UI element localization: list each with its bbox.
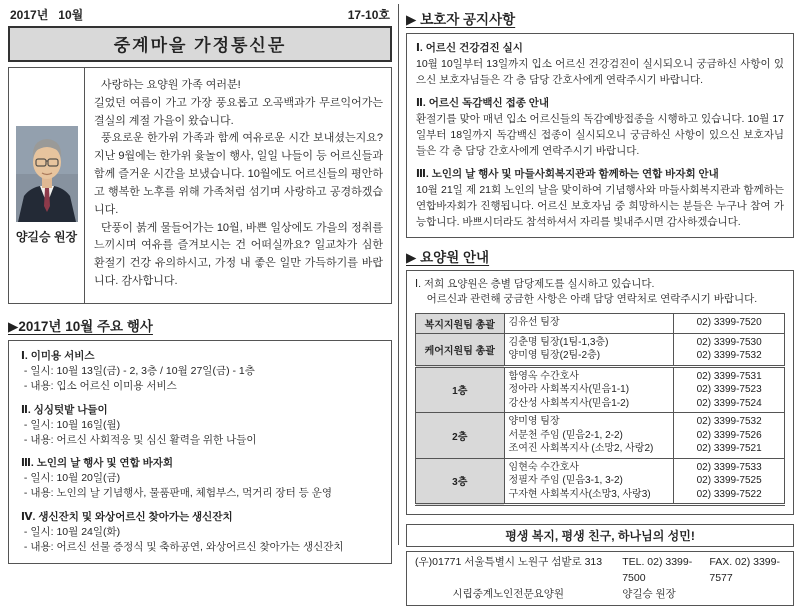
right-column	[406, 6, 794, 606]
notice-item	[416, 96, 784, 159]
staff-name: 함영옥 수간호사	[508, 370, 579, 382]
masthead	[8, 6, 392, 26]
staff-phone: 02) 3399-7524	[696, 397, 762, 409]
team-label: 케어지원팀 총괄	[416, 333, 505, 366]
staff-phone: 02) 3399-7526	[696, 429, 762, 441]
letter-paragraph: 길었던 여름이 가고 가장 풍요롭고 오곡백과가 무르익어가는 결실의 계절 가을이 왔습니다.	[94, 96, 383, 127]
organization-name: 시립중계노인전문요양원	[452, 587, 565, 600]
staff-name: 서문천 주임 (믿음2-1, 2-2)	[508, 429, 623, 441]
staff-phone: 02) 3399-7522	[696, 488, 762, 500]
staff-name: 김유선 팀장	[508, 317, 560, 329]
event-detail: - 내용: 어르신 사회적응 및 심신 활력을 위한 나들이	[21, 433, 257, 446]
staff-phone: 02) 3399-7532	[696, 416, 762, 428]
event-item	[21, 456, 381, 501]
staff-contact-table	[415, 313, 785, 507]
notice-title: Ⅱ. 어르신 독감백신 접종 안내	[416, 97, 550, 110]
director-signature: 양길승 원장	[622, 587, 676, 600]
events-section-heading: ▶2017년 10월 주요 행사	[8, 319, 153, 334]
event-detail: - 일시: 10월 16일(월)	[21, 418, 121, 431]
director-photo	[16, 126, 78, 222]
newsletter-title: 중계마을 가정통신문	[8, 26, 392, 62]
staff-phone: 02) 3399-7523	[696, 384, 762, 396]
staff-phone: 02) 3399-7533	[696, 461, 762, 473]
issue-number: 17-10호	[347, 8, 390, 22]
event-detail: - 일시: 10월 24일(화)	[21, 526, 121, 539]
event-detail: - 내용: 노인의 날 기념행사, 물품판매, 체험부스, 먹거리 장터 등 운영	[21, 487, 332, 500]
notice-item	[416, 167, 784, 230]
events-box	[8, 340, 392, 564]
staff-name: 정필자 주임 (믿음3-1, 3-2)	[508, 475, 623, 487]
event-detail: - 일시: 10월 13일(금) - 2, 3층 / 10월 27일(금) - 1층	[21, 364, 255, 377]
tel-number: TEL. 02) 3399-7500	[622, 556, 693, 584]
staff-name: 조여진 사회복지사 (소망2, 사랑2)	[508, 443, 654, 455]
guide-intro-line: Ⅰ. 저희 요양원은 층별 담당제도를 실시하고 있습니다.	[415, 278, 655, 291]
event-title: Ⅰ. 이미용 서비스	[21, 350, 95, 362]
guide-intro	[415, 277, 785, 307]
staff-name: 양미영 팀장(2팀-2층)	[508, 350, 601, 362]
letter-paragraph: 풍요로운 한가위 가족과 함께 여유로운 시간 보내셨는지요? 지난 9월에는 한가위 윷놀이 행사, 일일 나들이 등 어르신들과 함께 즐거운 시간을 보냈습니다. 10월에도 어르신들의 평안하고 행복한 노후를 위해 가족처럼 섬기며 사랑하고 공경하겠습니다.	[94, 132, 383, 216]
letter-body	[85, 68, 391, 303]
director-photo-cell	[9, 68, 85, 303]
staff-name: 구자현 사회복지사(소망3, 사랑3)	[508, 488, 651, 500]
event-item	[21, 349, 381, 394]
staff-name: 양미영 팀장	[508, 416, 560, 428]
address-row	[415, 587, 785, 603]
floor-label: 3층	[416, 458, 505, 505]
floor-label: 2층	[416, 413, 505, 459]
letter-paragraph: 사랑하는 요양원 가족 여러분!	[101, 79, 241, 91]
notice-body: 환절기를 맞아 매년 입소 어르신들의 독감예방접종을 시행하고 있습니다. 10월 17일부터 18일까지 독감백신 접종이 실시되오니 궁금하신 사항이 있으신 보호자님들은 각 층 담당 간호사에게 연락주시기 바랍니다.	[416, 113, 784, 157]
floor-label: 1층	[416, 366, 505, 413]
staff-phone: 02) 3399-7530	[696, 336, 762, 348]
left-column	[8, 6, 392, 564]
staff-name: 정아라 사회복지사(믿음1-1)	[508, 384, 630, 396]
event-item	[21, 510, 381, 555]
guardian-notices-box	[406, 33, 794, 238]
table-row	[416, 313, 785, 333]
notice-body: 10월 10일부터 13일까지 입소 어르신 건강검진이 실시되오니 궁금하신 사항이 있으신 보호자님들은 각 층 담당 간호사에게 연락주시기 바랍니다.	[416, 57, 784, 86]
table-row	[416, 366, 785, 413]
slogan-banner: 평생 복지, 평생 친구, 하나님의 성민!	[406, 524, 794, 547]
staff-phone: 02) 3399-7525	[696, 475, 762, 487]
event-detail: - 내용: 어르신 선물 증정식 및 축하공연, 와상어르신 찾아가는 생신잔치	[21, 540, 344, 553]
event-item	[21, 403, 381, 448]
staff-phone: 02) 3399-7521	[696, 443, 762, 455]
staff-phone: 02) 3399-7531	[696, 370, 762, 382]
event-title: Ⅳ. 생신잔치 및 와상어르신 찾아가는 생신잔치	[21, 511, 233, 524]
notice-title: Ⅲ. 노인의 날 행사 및 마들사회복지관과 함께하는 연합 바자회 안내	[416, 168, 719, 181]
guide-intro-line: 어르신과 관련해 궁금한 사항은 아래 담당 연락처로 연락주시기 바랍니다.	[415, 293, 758, 306]
address-row	[415, 555, 785, 587]
table-row	[416, 413, 785, 459]
table-row	[416, 458, 785, 505]
fax-number: FAX. 02) 3399-7577	[709, 556, 780, 584]
event-title: Ⅱ. 싱싱텃밭 나들이	[21, 403, 108, 416]
event-detail: - 내용: 입소 어르신 이미용 서비스	[21, 379, 177, 392]
notices-section-heading: ▶ 보호자 공지사항	[406, 12, 516, 27]
letter-paragraph: 단풍이 붉게 물들어가는 10월, 바쁜 일상에도 가을의 정취를 느끼시며 여유를 즐겨보시는 건 어떠실까요? 일교차가 심한 환절기 건강 유의하시고, 가정 내 좋은 일만 가득하기를 바랍니다. 감사합니다.	[94, 221, 383, 287]
director-letter	[8, 67, 392, 304]
event-detail: - 일시: 10월 20일(금)	[21, 472, 121, 485]
notice-body: 10월 21일 제 21회 노인의 날을 맞이하여 기념행사와 마들사회복지관과 함께하는 연합바자회가 진행됩니다. 어르신 보호자님 중 희망하시는 분들은 누구나 참여 가능합니다. 바쁘시더라도 참석하셔서 자리를 빛내주시면 감사하겠습니다.	[416, 184, 784, 228]
event-title: Ⅲ. 노인의 날 행사 및 연합 바자회	[21, 457, 174, 470]
director-portrait-image	[16, 126, 78, 222]
notice-item	[416, 41, 784, 88]
facility-guide-box	[406, 270, 794, 515]
issue-date: 2017년 10월	[10, 8, 84, 22]
team-label: 복지지원팀 총괄	[416, 313, 505, 333]
column-divider	[398, 4, 399, 545]
director-name-caption: 양길승 원장	[15, 230, 78, 244]
staff-name: 강산성 사회복지사(믿음1-2)	[508, 397, 630, 409]
staff-phone: 02) 3399-7532	[696, 350, 762, 362]
staff-name: 김춘명 팀장(1팀-1,3층)	[508, 336, 609, 348]
table-row	[416, 333, 785, 366]
staff-phone: 02) 3399-7520	[696, 317, 762, 329]
staff-name: 임현숙 수간호사	[508, 461, 579, 473]
address-box	[406, 551, 794, 606]
postal-address: (우)01771 서울특별시 노원구 섬밭로 313	[415, 556, 603, 569]
guide-section-heading: ▶ 요양원 안내	[406, 250, 490, 266]
notice-title: Ⅰ. 어르신 건강검진 실시	[416, 42, 523, 54]
